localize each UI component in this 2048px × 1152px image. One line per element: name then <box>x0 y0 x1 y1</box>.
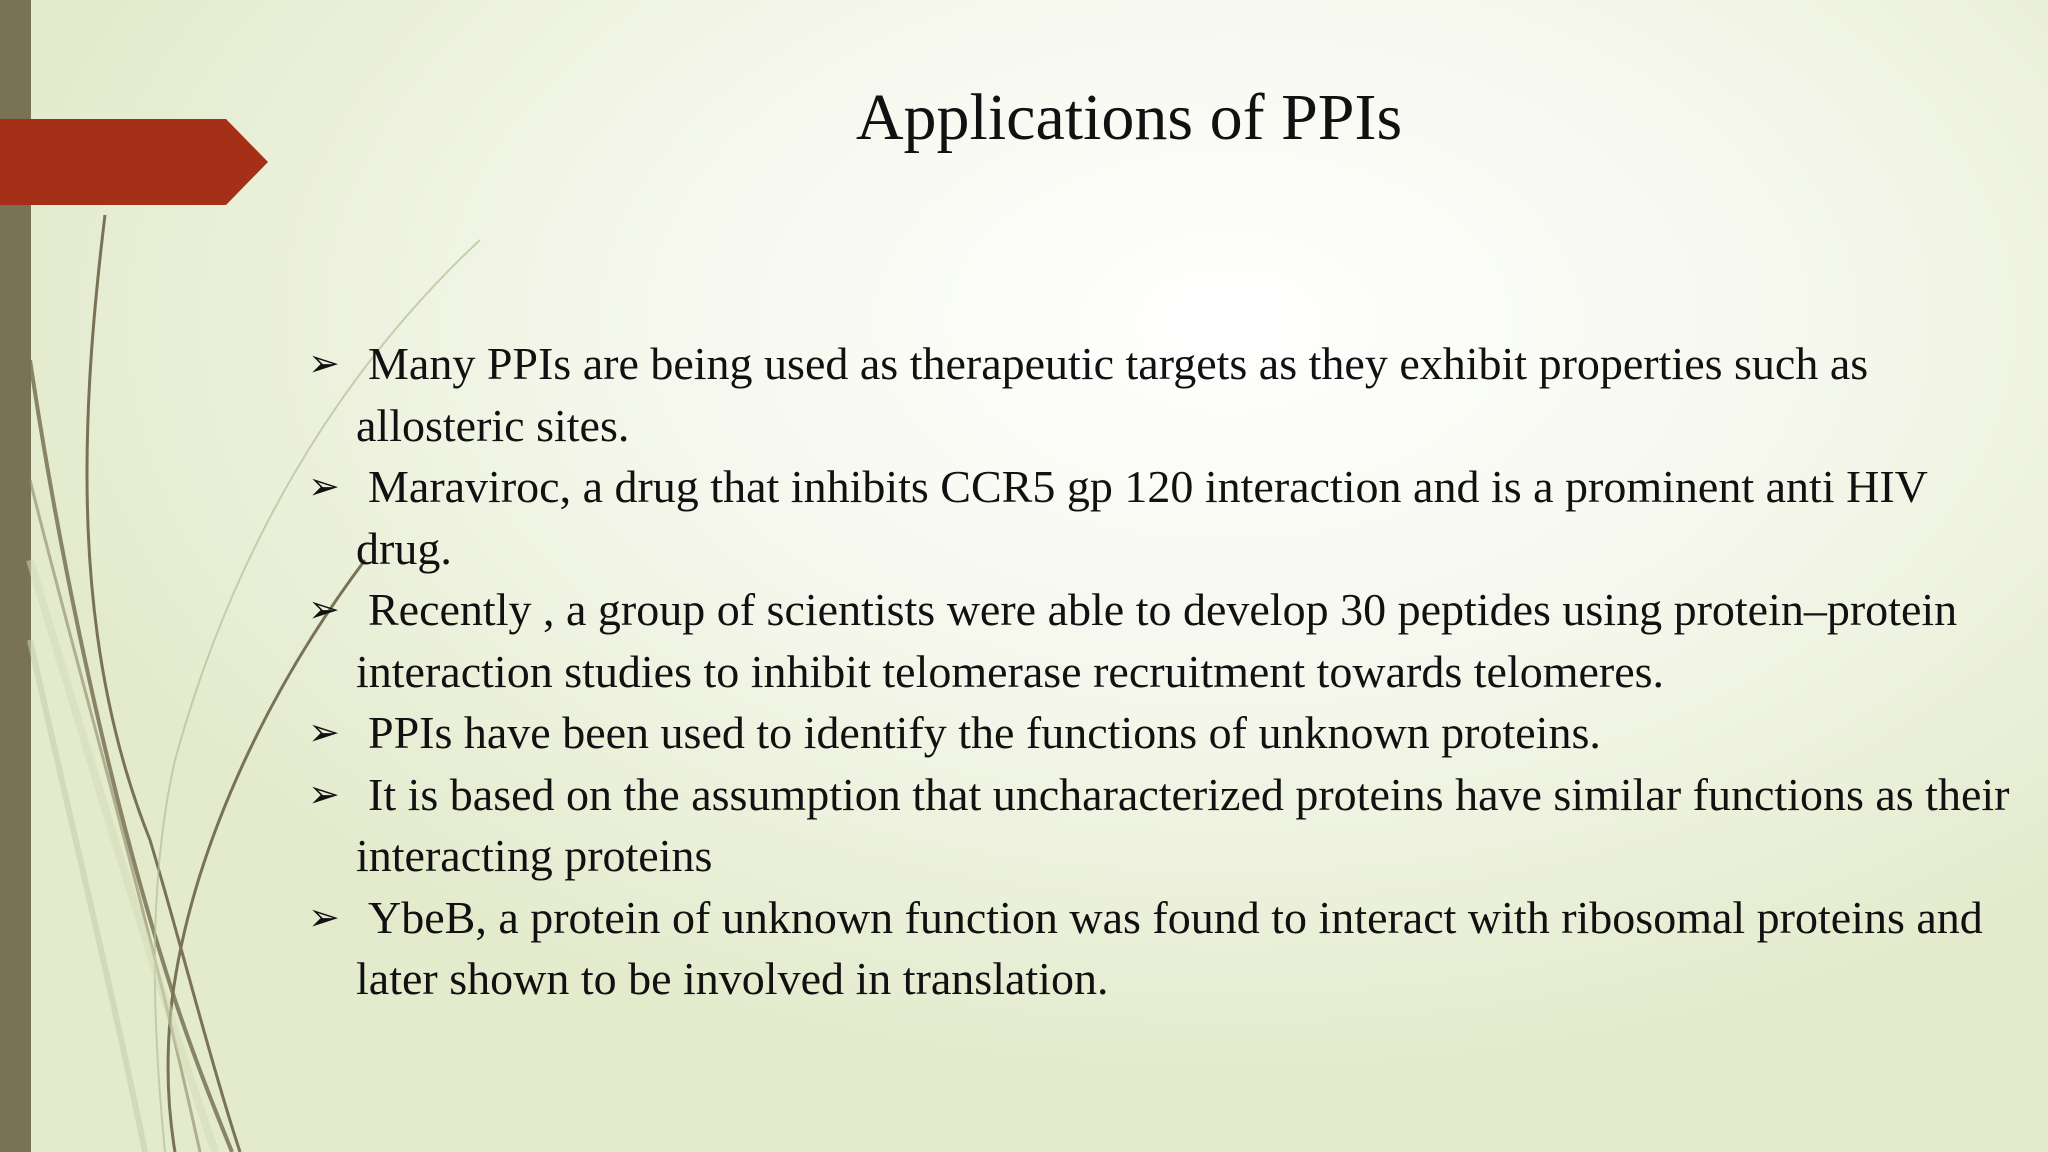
arrowhead-bullet-icon: ➢ <box>308 710 340 754</box>
arrowhead-bullet-icon: ➢ <box>308 771 340 816</box>
bullet-list <box>306 333 2026 1010</box>
list-item <box>306 887 2026 1010</box>
swoosh-line <box>30 480 200 1152</box>
arrowhead-bullet-icon: ➢ <box>308 464 340 508</box>
bullet-text: Recently , a group of scientists were able to develop 30 peptides using protein–protein interaction studies to inhibit telomerase recruitment towards telomeres. <box>356 584 1958 697</box>
slide-title: Applications of PPIs <box>855 81 1403 154</box>
list-item <box>306 579 2026 702</box>
list-item <box>306 333 2026 456</box>
swoosh-line <box>87 215 240 1152</box>
list-item <box>306 764 2026 887</box>
swoosh-line <box>30 360 232 1152</box>
arrowhead-bullet-icon: ➢ <box>308 587 340 631</box>
swoosh-line <box>30 560 215 1152</box>
arrowhead-bullet-icon: ➢ <box>308 894 340 939</box>
swoosh-line <box>30 640 145 1152</box>
bullet-text: Many PPIs are being used as therapeutic targets as they exhibit properties such as allosteric sites. <box>356 338 1869 451</box>
bullet-text: PPIs have been used to identify the functions of unknown proteins. <box>368 707 1601 758</box>
list-item <box>306 702 2026 764</box>
bullet-text: Maraviroc, a drug that inhibits CCR5 gp 120 interaction and is a prominent anti HIV drug. <box>356 461 1928 574</box>
list-item <box>306 456 2026 579</box>
arrowhead-bullet-icon: ➢ <box>308 341 340 385</box>
bullet-text: YbeB, a protein of unknown function was found to interact with ribosomal proteins and later shown to be involved in translation. <box>356 891 1983 1004</box>
bullet-text: It is based on the assumption that uncharacterized proteins have similar functions as their interacting proteins <box>356 768 2010 881</box>
